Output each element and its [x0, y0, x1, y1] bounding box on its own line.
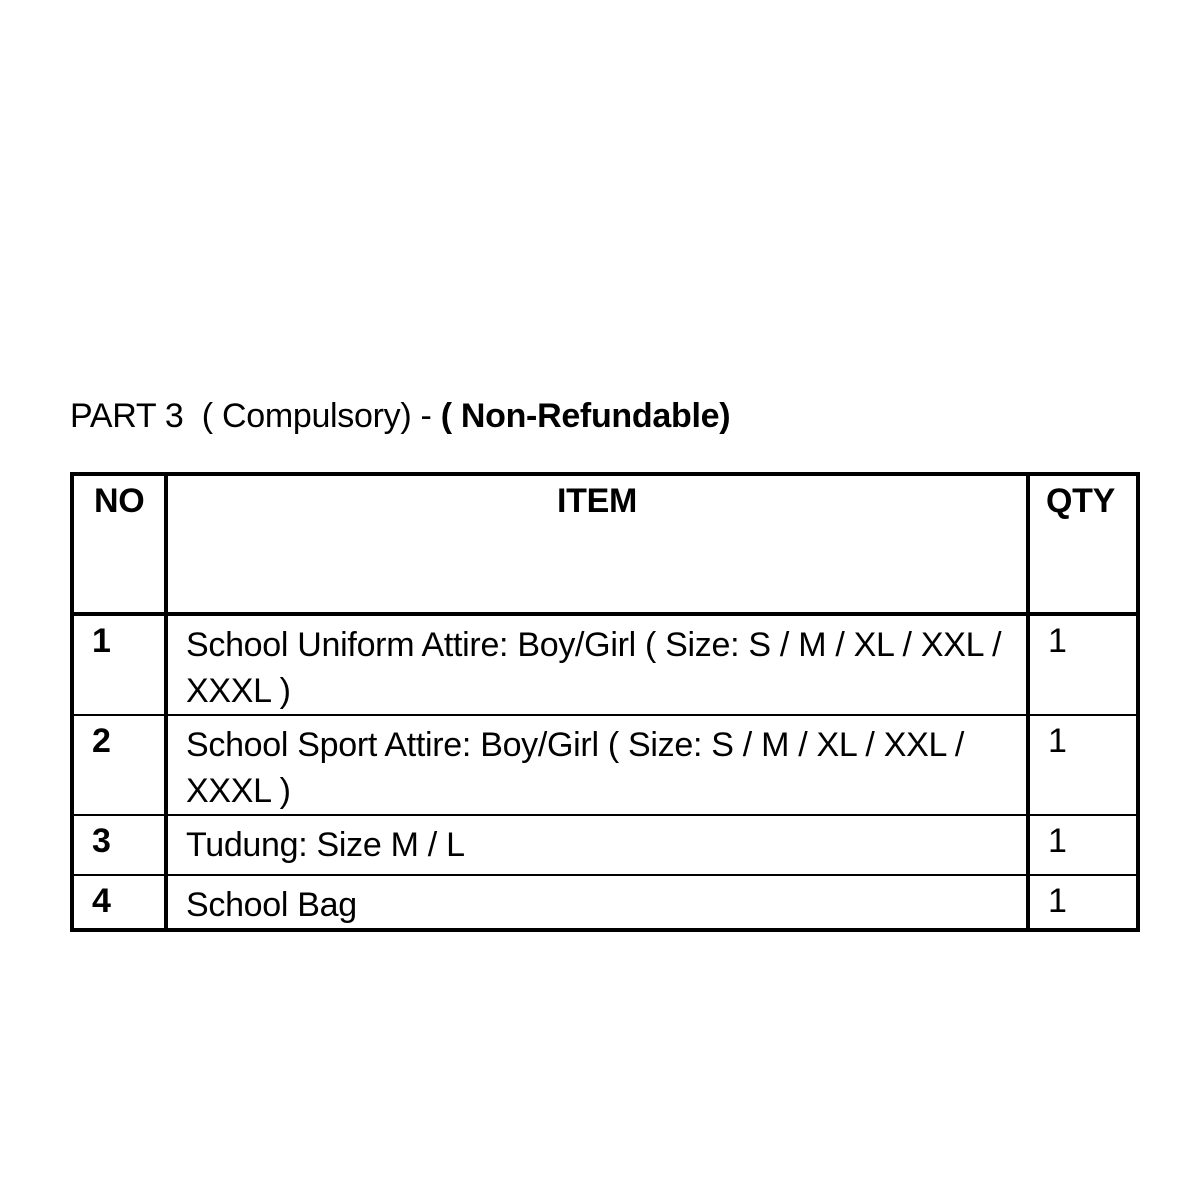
compulsory-label: ( Compulsory) -: [201, 397, 432, 435]
table-row: [72, 815, 1138, 875]
header-no: NO: [72, 474, 166, 614]
row-item: School Bag: [166, 875, 1028, 930]
row-qty: 1: [1028, 715, 1138, 815]
row-no: 4: [72, 875, 166, 930]
table-row: [72, 875, 1138, 930]
items-table: [70, 472, 1140, 932]
row-no: 2: [72, 715, 166, 815]
row-no: 1: [72, 614, 166, 715]
row-qty: 1: [1028, 815, 1138, 875]
non-refundable-label: ( Non-Refundable): [440, 397, 731, 435]
row-item: Tudung: Size M / L: [166, 815, 1028, 875]
row-qty: 1: [1028, 875, 1138, 930]
row-item: School Uniform Attire: Boy/Girl ( Size: S / M / XL / XXL / XXXL ): [166, 614, 1028, 715]
header-item: ITEM: [166, 474, 1028, 614]
header-qty: QTY: [1028, 474, 1138, 614]
table-row: [72, 715, 1138, 815]
row-qty: 1: [1028, 614, 1138, 715]
section-heading: [70, 394, 730, 438]
row-no: 3: [72, 815, 166, 875]
row-item: School Sport Attire: Boy/Girl ( Size: S / M / XL / XXL / XXXL ): [166, 715, 1028, 815]
table-row: [72, 614, 1138, 715]
part-label: PART 3: [70, 397, 184, 435]
table-header-row: [72, 474, 1138, 614]
